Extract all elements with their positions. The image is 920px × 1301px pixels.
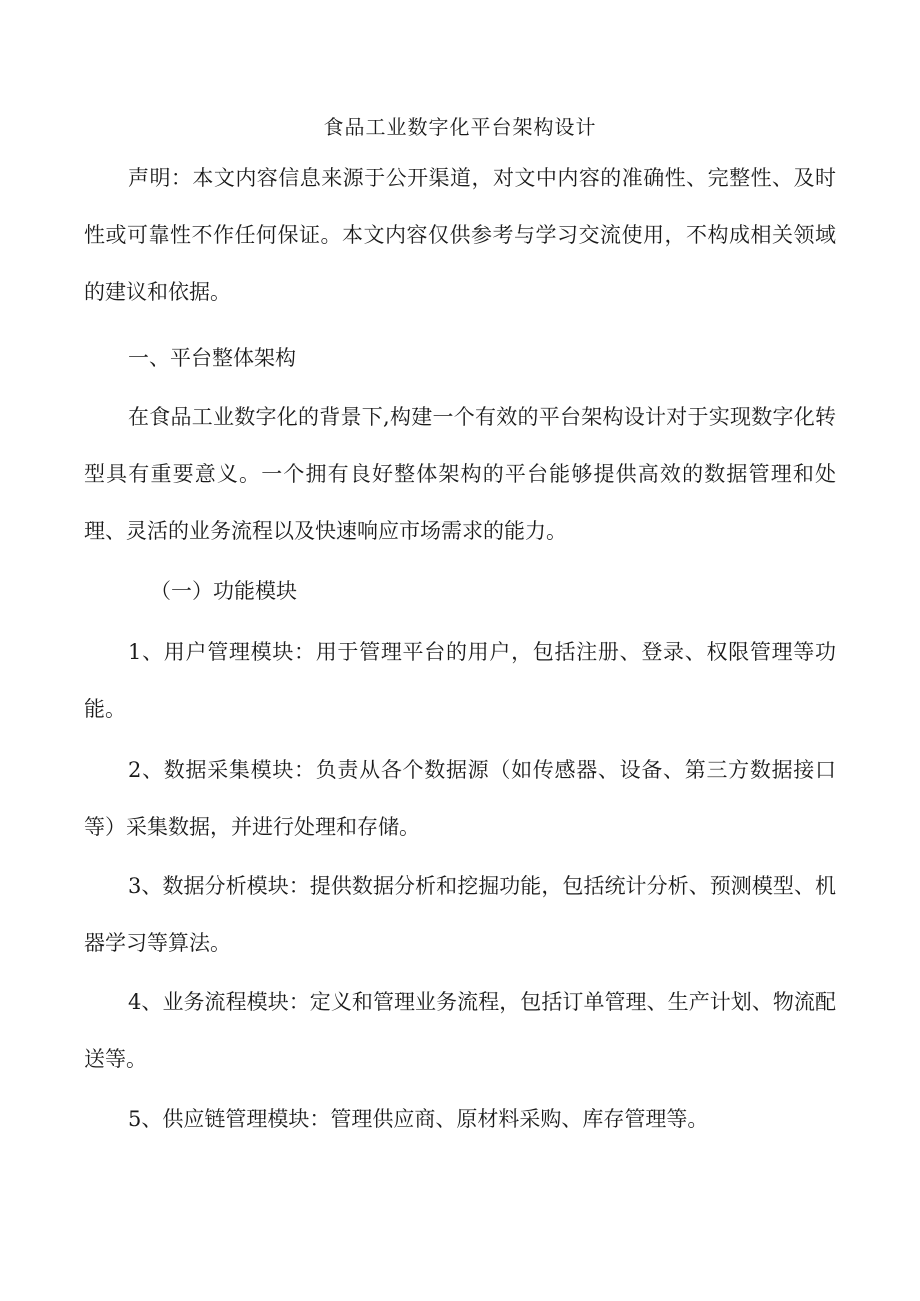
section-intro-paragraph: 在食品工业数字化的背景下,构建一个有效的平台架构设计对于实现数字化转型具有重要意义。一个拥有良好整体架构的平台能够提供高效的数据管理和处理、灵活的业务流程以及快速响应市场需求的能力。 bbox=[84, 405, 836, 543]
module-item-user-management: 1、用户管理模块：用于管理平台的用户，包括注册、登录、权限管理等功能。 bbox=[84, 640, 836, 721]
module-item-data-collection: 2、数据采集模块：负责从各个数据源（如传感器、设备、第三方数据接口等）采集数据，并进行处理和存储。 bbox=[84, 758, 836, 839]
module-item-supply-chain: 5、供应链管理模块：管理供应商、原材料采购、库存管理等。 bbox=[128, 1107, 709, 1131]
document-title: 食品工业数字化平台架构设计 bbox=[323, 115, 597, 139]
disclaimer-paragraph: 声明：本文内容信息来源于公开渠道，对文中内容的准确性、完整性、及时性或可靠性不作任何保证。本文内容仅供参考与学习交流使用，不构成相关领域的建议和依据。 bbox=[84, 166, 836, 304]
subsection-heading: （一）功能模块 bbox=[150, 579, 297, 603]
module-item-data-analysis: 3、数据分析模块：提供数据分析和挖掘功能，包括统计分析、预测模型、机器学习等算法。 bbox=[84, 874, 836, 955]
section-heading: 一、平台整体架构 bbox=[128, 346, 296, 370]
module-item-business-process: 4、业务流程模块：定义和管理业务流程，包括订单管理、生产计划、物流配送等。 bbox=[84, 990, 836, 1071]
